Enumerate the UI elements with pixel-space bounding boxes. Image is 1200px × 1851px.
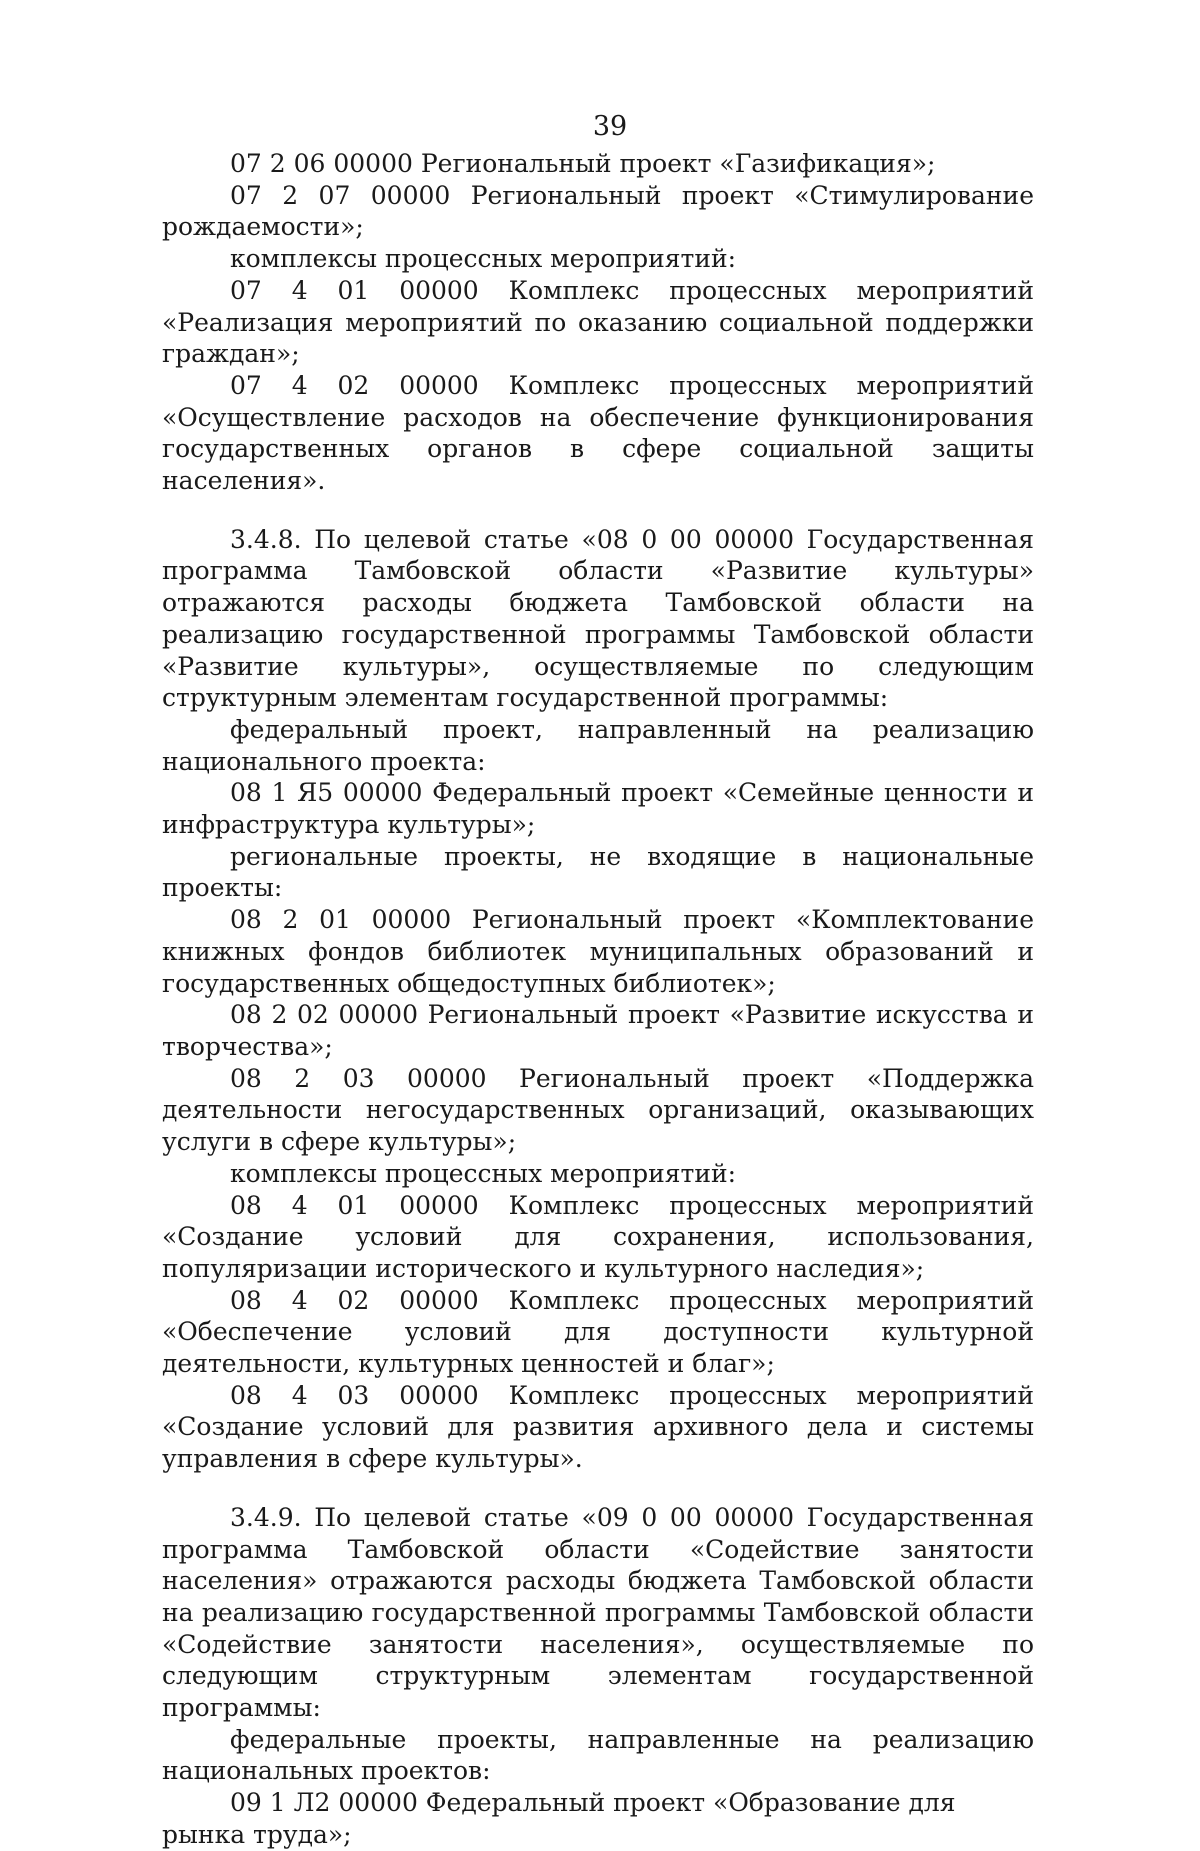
paragraph-08-2-02: 08 2 02 00000 Региональный проект «Развитие искусства и творчества»; — [162, 1000, 1034, 1061]
paragraph-07-2-06: 07 2 06 00000 Региональный проект «Газификация»; — [230, 149, 936, 178]
paragraph-08-2-01: 08 2 01 00000 Региональный проект «Комплектование книжных фондов библиотек муниципальных образований и государственных общедоступных библиотек»; — [162, 905, 1034, 998]
paragraph-07-4-01: 07 4 01 00000 Комплекс процессных мероприятий «Реализация мероприятий по оказанию социальной поддержки граждан»; — [162, 275, 1034, 369]
paragraph-08-2-03: 08 2 03 00000 Региональный проект «Поддержка деятельности негосударственных организаций, оказывающих услуги в сфере культуры»; — [162, 1063, 1034, 1157]
paragraph-regional-projects-heading: региональные проекты, не входящие в национальные проекты: — [162, 841, 1034, 903]
paragraph-federal-projects-heading: федеральные проекты, направленные на реализацию национальных проектов: — [162, 1724, 1034, 1786]
paragraph-federal-project-heading: федеральный проект, направленный на реализацию национального проекта: — [162, 714, 1034, 776]
document-body — [162, 148, 1034, 1851]
paragraph-07-4-02: 07 4 02 00000 Комплекс процессных мероприятий «Осуществление расходов на обеспечение функционирования государственных органов в сфере социальной защиты населения». — [162, 370, 1034, 496]
page-number: 39 — [592, 111, 628, 142]
paragraph-08-4-02: 08 4 02 00000 Комплекс процессных мероприятий «Обеспечение условий для доступности культурной деятельности, культурных ценностей и благ»; — [162, 1285, 1034, 1379]
paragraph-07-2-07: 07 2 07 00000 Региональный проект «Стимулирование рождаемости»; — [162, 180, 1034, 242]
paragraph-08-4-01: 08 4 01 00000 Комплекс процессных мероприятий «Создание условий для сохранения, использования, популяризации исторического и культурного наследия»; — [162, 1190, 1034, 1283]
paragraph-complexes-heading-2: комплексы процессных мероприятий: — [230, 1158, 737, 1188]
paragraph-08-1-ya5: 08 1 Я5 00000 Федеральный проект «Семейные ценности и инфраструктура культуры»; — [162, 778, 1034, 840]
paragraph-08-4-03: 08 4 03 00000 Комплекс процессных мероприятий «Создание условий для развития архивного дела и системы управления в сфере культуры». — [162, 1380, 1034, 1474]
section-3-4-9: 3.4.9. По целевой статье «09 0 00 00000 Государственная программа Тамбовской области «Содействие занятости населения» отражаются расходы бюджета Тамбовской области на реализацию государственной программы Тамбовской области «Содействие занятости населения», осуществляемые по следующим структурным элементам государственной программы: — [162, 1502, 1034, 1723]
section-3-4-8: 3.4.8. По целевой статье «08 0 00 00000 Государственная программа Тамбовской области «Развитие культуры» отражаются расходы бюджета Тамбовской области на реализацию государственной программы Тамбовской области «Развитие культуры», осуществляемые по следующим структурным элементам государственной программы: — [162, 524, 1034, 713]
paragraph-09-1-l2: 09 1 Л2 00000 Федеральный проект «Образование для рынка труда»; — [162, 1788, 956, 1849]
paragraph-complexes-heading: комплексы процессных мероприятий: — [230, 244, 737, 274]
